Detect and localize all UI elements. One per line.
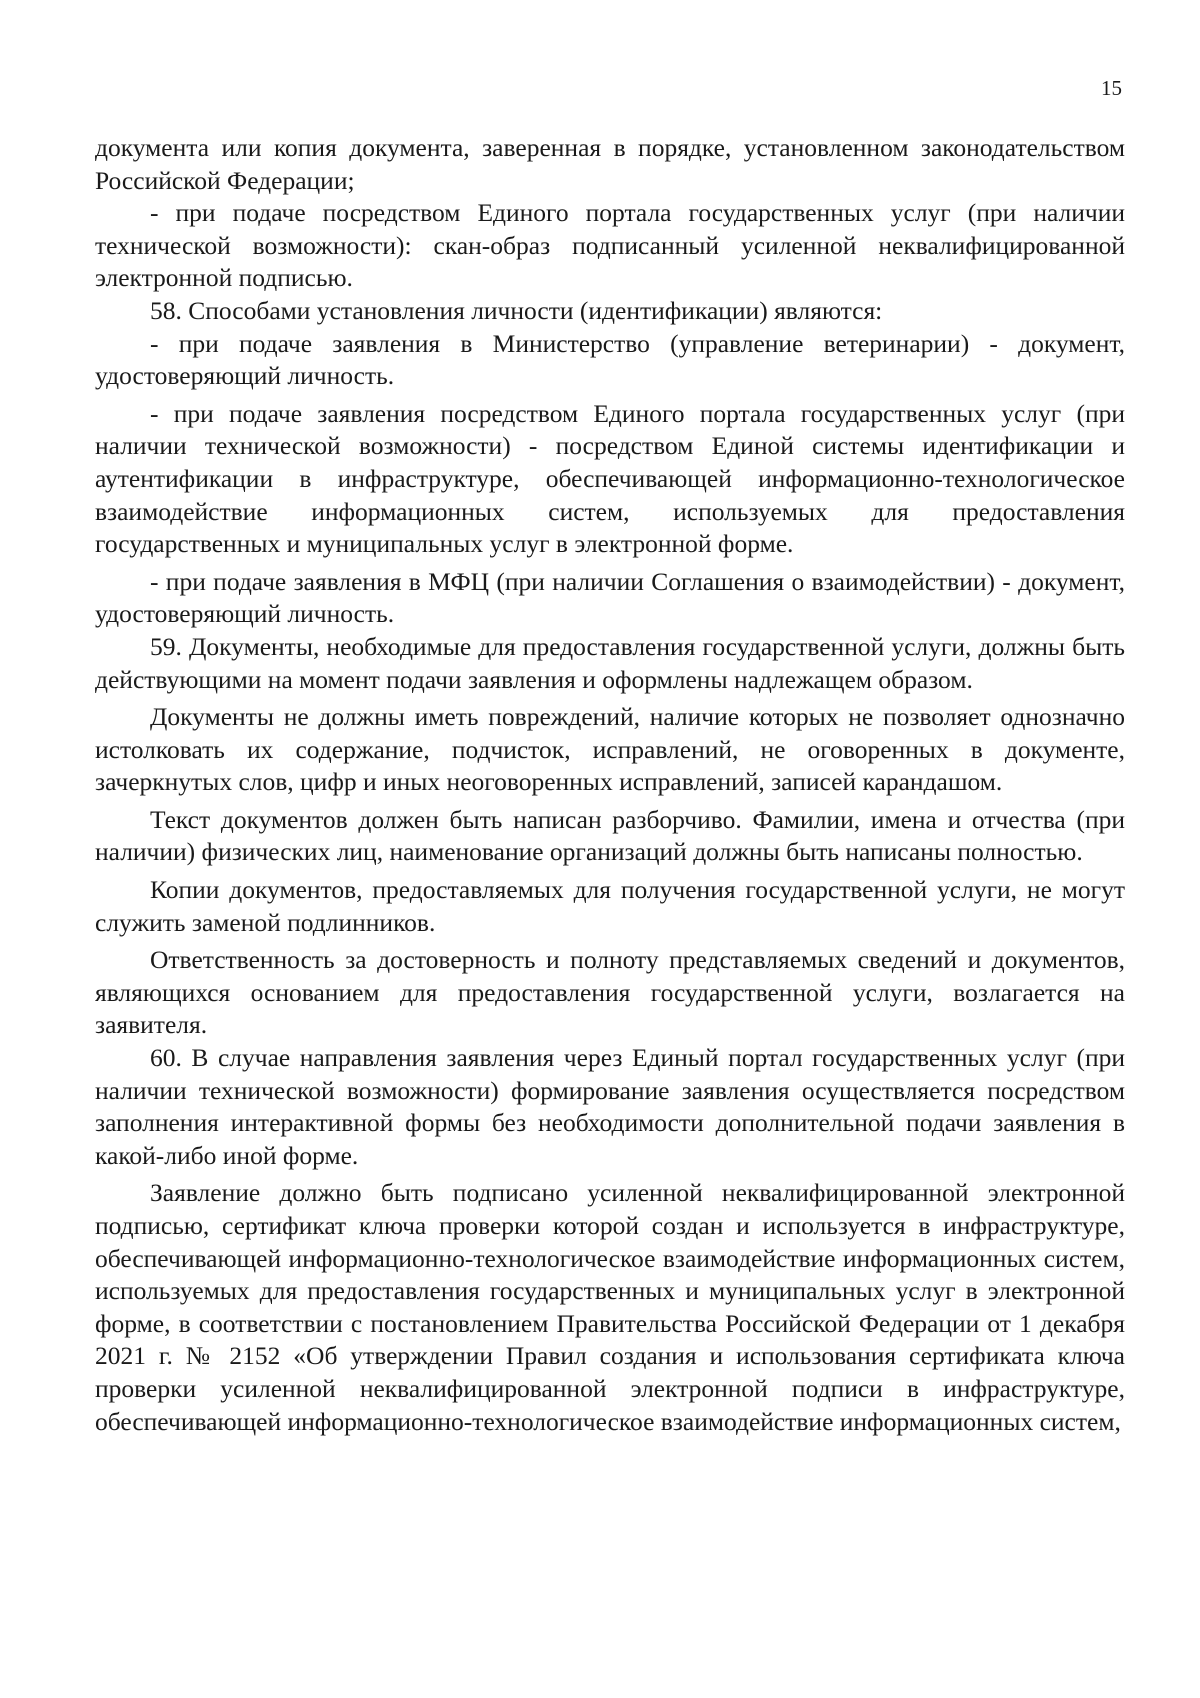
paragraph-mfc-identity: - при подаче заявления в МФЦ (при наличии Соглашения о взаимодействии) - документ, удостоверяющий личность. bbox=[95, 566, 1125, 629]
paragraph-copies-not-originals: Копии документов, предоставляемых для получения государственной услуги, не могут служить заменой подлинников. bbox=[95, 875, 1125, 937]
document-body bbox=[95, 132, 1125, 1438]
paragraph-document-copy-continuation: документа или копия документа, заверенная в порядке, установленном законодательством Российской Федерации; bbox=[95, 133, 1125, 195]
paragraph-58-identification-heading: 58. Способами установления личности (идентификации) являются: bbox=[150, 295, 883, 325]
paragraph-applicant-responsibility: Ответственность за достоверность и полноту представляемых сведений и документов, являющихся основанием для предоставления государственной услуги, возлагается на заявителя. bbox=[95, 945, 1125, 1040]
paragraph-ministry-identity: - при подаче заявления в Министерство (управление ветеринарии) - документ, удостоверяющий личность. bbox=[95, 328, 1125, 391]
page-number: 15 bbox=[1101, 76, 1122, 100]
paragraph-portal-esia: - при подаче заявления посредством Единого портала государственных услуг (при наличии технической возможности) - посредством Единой системы идентификации и аутентификации в инфраструктуре, обеспечивающей информационно-технологическое взаимодействие информационных систем, используемых для предоставления государственных и муниципальных услуг в электронной форме. bbox=[95, 398, 1125, 559]
paragraph-legible-text: Текст документов должен быть написан разборчиво. Фамилии, имена и отчества (при наличии) физических лиц, наименование организаций должны быть написаны полностью. bbox=[95, 804, 1125, 867]
paragraph-59-documents-valid: 59. Документы, необходимые для предоставления государственной услуги, должны быть действующими на момент подачи заявления и оформлены надлежащем образом. bbox=[95, 631, 1125, 694]
paragraph-electronic-signature: Заявление должно быть подписано усиленной неквалифицированной электронной подписью, сертификат ключа проверки которой создан и используется в инфраструктуре, обеспечивающей информационно-технологическое взаимодействие информационных систем, используемых для предоставления государственных и муниципальных услуг в электронной форме, в соответствии с постановлением Правительства Российской Федерации от 1 декабря 2021 г. № 2152 «Об утверждении Правил создания и использования сертификата ключа проверки усиленной неквалифицированной электронной подписи в инфраструктуре, обеспечивающей информационно-технологическое взаимодействие информационных систем, bbox=[95, 1178, 1125, 1436]
paragraph-portal-scan: - при подаче посредством Единого портала государственных услуг (при наличии технической возможности): скан-образ подписанный усиленной неквалифицированной электронной подписью. bbox=[95, 198, 1125, 293]
paragraph-60-portal-form: 60. В случае направления заявления через Единый портал государственных услуг (при наличии технической возможности) формирование заявления осуществляется посредством заполнения интерактивной формы без необходимости дополнительной подачи заявления в какой-либо иной форме. bbox=[95, 1043, 1125, 1170]
paragraph-no-damage: Документы не должны иметь повреждений, наличие которых не позволяет однозначно истолковать их содержание, подчисток, исправлений, не оговоренных в документе, зачеркнутых слов, цифр и иных неоговоренных исправлений, записей карандашом. bbox=[95, 702, 1125, 797]
